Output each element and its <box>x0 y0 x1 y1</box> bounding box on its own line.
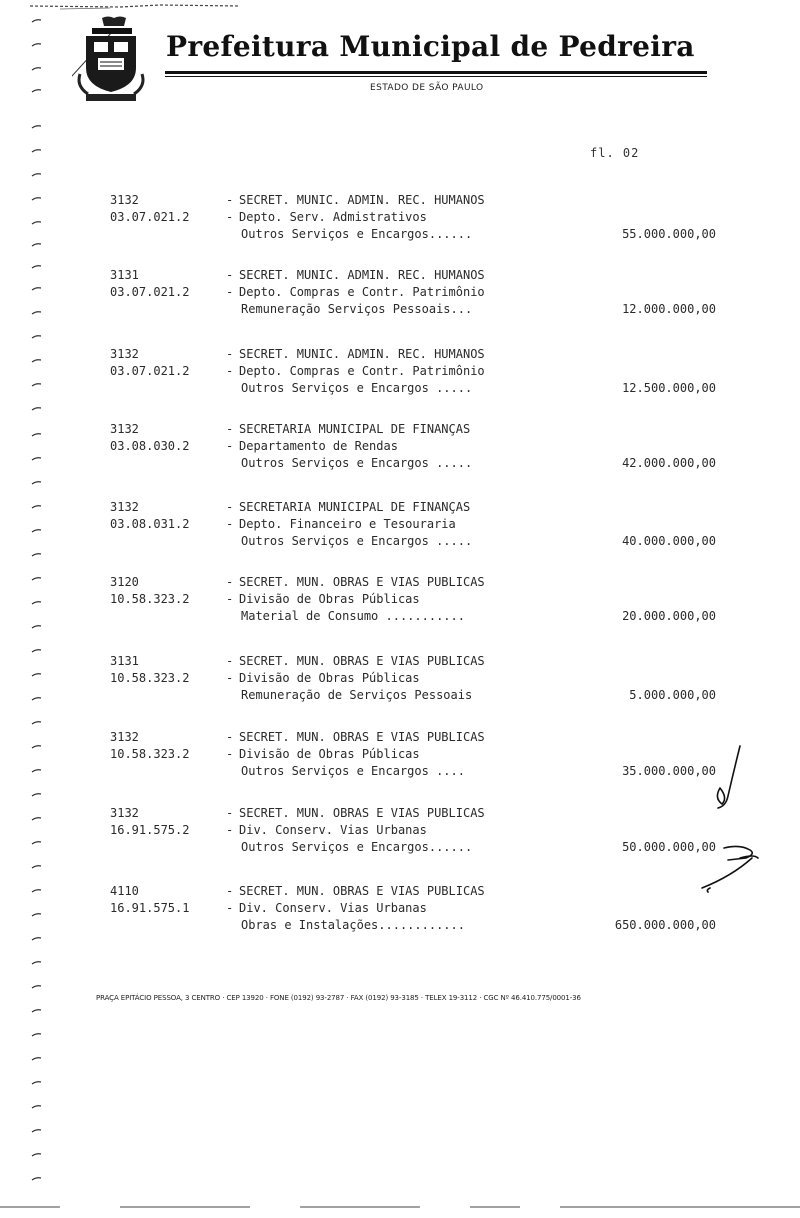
secretariat-name: SECRETARIA MUNICIPAL DE FINANÇAS <box>239 422 471 436</box>
separator-dash: - <box>226 268 234 282</box>
element-code: 3131 <box>110 268 139 282</box>
program-code: 03.07.021.2 <box>110 210 190 224</box>
program-code: 10.58.323.2 <box>110 592 190 606</box>
scan-artifact-bottom <box>0 1205 800 1209</box>
header-rule-thin <box>165 76 707 77</box>
budget-entry <box>110 267 730 319</box>
separator-dash: - <box>226 422 234 436</box>
secretariat-name: SECRET. MUN. OBRAS E VIAS PUBLICAS <box>239 730 485 744</box>
element-code: 4110 <box>110 884 139 898</box>
unit-name: Div. Conserv. Vias Urbanas <box>239 823 427 837</box>
unit-name: Depto. Compras e Contr. Patrimônio <box>239 285 485 299</box>
expense-amount: 650.000.000,00 <box>614 918 716 932</box>
budget-entry <box>110 653 730 705</box>
element-code: 3132 <box>110 730 139 744</box>
secretariat-name: SECRET. MUNIC. ADMIN. REC. HUMANOS <box>239 347 485 361</box>
budget-entry <box>110 346 730 398</box>
margin-marks <box>28 0 48 1218</box>
element-code: 3120 <box>110 575 139 589</box>
unit-name: Divisão de Obras Públicas <box>239 592 420 606</box>
unit-name: Departamento de Rendas <box>239 439 398 453</box>
program-code: 03.08.030.2 <box>110 439 190 453</box>
separator-dash: - <box>226 884 234 898</box>
separator-dash: - <box>226 806 234 820</box>
expense-amount: 55.000.000,00 <box>622 227 716 241</box>
handwritten-signature <box>680 740 770 910</box>
separator-dash: - <box>226 901 234 915</box>
program-code: 16.91.575.1 <box>110 901 190 915</box>
element-code: 3132 <box>110 500 139 514</box>
municipal-coat-of-arms-icon <box>72 14 150 106</box>
secretariat-name: SECRET. MUNIC. ADMIN. REC. HUMANOS <box>239 268 485 282</box>
budget-entry <box>110 729 730 781</box>
footer-address: PRAÇA EPITÁCIO PESSOA, 3 CENTRO · CEP 13920 · FONE (0192) 93-2787 · FAX (0192) 93-3185 · TELEX 19-3112 · CGC Nº 46.410.775/0001-36 <box>96 994 581 1002</box>
page-number: fl. 02 <box>590 146 640 160</box>
program-code: 10.58.323.2 <box>110 747 190 761</box>
element-code: 3132 <box>110 806 139 820</box>
unit-name: Div. Conserv. Vias Urbanas <box>239 901 427 915</box>
budget-entry <box>110 499 730 551</box>
separator-dash: - <box>226 671 234 685</box>
budget-entry <box>110 574 730 626</box>
separator-dash: - <box>226 730 234 744</box>
expense-description: Outros Serviços e Encargos...... <box>241 840 473 854</box>
expense-amount: 12.000.000,00 <box>622 302 716 316</box>
secretariat-name: SECRET. MUNIC. ADMIN. REC. HUMANOS <box>239 193 485 207</box>
expense-description: Outros Serviços e Encargos ..... <box>241 534 473 548</box>
program-code: 16.91.575.2 <box>110 823 190 837</box>
element-code: 3132 <box>110 422 139 436</box>
program-code: 03.08.031.2 <box>110 517 190 531</box>
unit-name: Depto. Compras e Contr. Patrimônio <box>239 364 485 378</box>
secretariat-name: SECRET. MUN. OBRAS E VIAS PUBLICAS <box>239 575 485 589</box>
element-code: 3131 <box>110 654 139 668</box>
separator-dash: - <box>226 500 234 514</box>
program-code: 03.07.021.2 <box>110 364 190 378</box>
expense-description: Outros Serviços e Encargos ..... <box>241 381 473 395</box>
expense-amount: 5.000.000,00 <box>629 688 716 702</box>
page-title: Prefeitura Municipal de Pedreira <box>166 30 695 63</box>
unit-name: Divisão de Obras Públicas <box>239 747 420 761</box>
budget-entry <box>110 883 730 935</box>
separator-dash: - <box>226 517 234 531</box>
expense-description: Remuneração Serviços Pessoais... <box>241 302 473 316</box>
separator-dash: - <box>226 364 234 378</box>
secretariat-name: SECRET. MUN. OBRAS E VIAS PUBLICAS <box>239 806 485 820</box>
expense-amount: 50.000.000,00 <box>622 840 716 854</box>
separator-dash: - <box>226 347 234 361</box>
secretariat-name: SECRETARIA MUNICIPAL DE FINANÇAS <box>239 500 471 514</box>
separator-dash: - <box>226 592 234 606</box>
expense-amount: 40.000.000,00 <box>622 534 716 548</box>
separator-dash: - <box>226 747 234 761</box>
separator-dash: - <box>226 823 234 837</box>
expense-description: Outros Serviços e Encargos...... <box>241 227 473 241</box>
separator-dash: - <box>226 285 234 299</box>
page-subtitle: ESTADO DE SÃO PAULO <box>370 83 484 93</box>
element-code: 3132 <box>110 193 139 207</box>
expense-amount: 35.000.000,00 <box>622 764 716 778</box>
expense-description: Remuneração de Serviços Pessoais <box>241 688 473 702</box>
secretariat-name: SECRET. MUN. OBRAS E VIAS PUBLICAS <box>239 884 485 898</box>
budget-entry <box>110 192 730 244</box>
budget-entry <box>110 421 730 473</box>
element-code: 3132 <box>110 347 139 361</box>
expense-description: Outros Serviços e Encargos ..... <box>241 456 473 470</box>
program-code: 10.58.323.2 <box>110 671 190 685</box>
expense-description: Outros Serviços e Encargos .... <box>241 764 465 778</box>
separator-dash: - <box>226 654 234 668</box>
budget-entry <box>110 805 730 857</box>
separator-dash: - <box>226 439 234 453</box>
unit-name: Divisão de Obras Públicas <box>239 671 420 685</box>
header-rule <box>165 71 707 74</box>
expense-amount: 42.000.000,00 <box>622 456 716 470</box>
expense-amount: 12.500.000,00 <box>622 381 716 395</box>
program-code: 03.07.021.2 <box>110 285 190 299</box>
expense-description: Obras e Instalações............ <box>241 918 465 932</box>
separator-dash: - <box>226 210 234 224</box>
expense-amount: 20.000.000,00 <box>622 609 716 623</box>
unit-name: Depto. Financeiro e Tesouraria <box>239 517 456 531</box>
secretariat-name: SECRET. MUN. OBRAS E VIAS PUBLICAS <box>239 654 485 668</box>
unit-name: Depto. Serv. Admistrativos <box>239 210 427 224</box>
separator-dash: - <box>226 193 234 207</box>
separator-dash: - <box>226 575 234 589</box>
expense-description: Material de Consumo ........... <box>241 609 465 623</box>
